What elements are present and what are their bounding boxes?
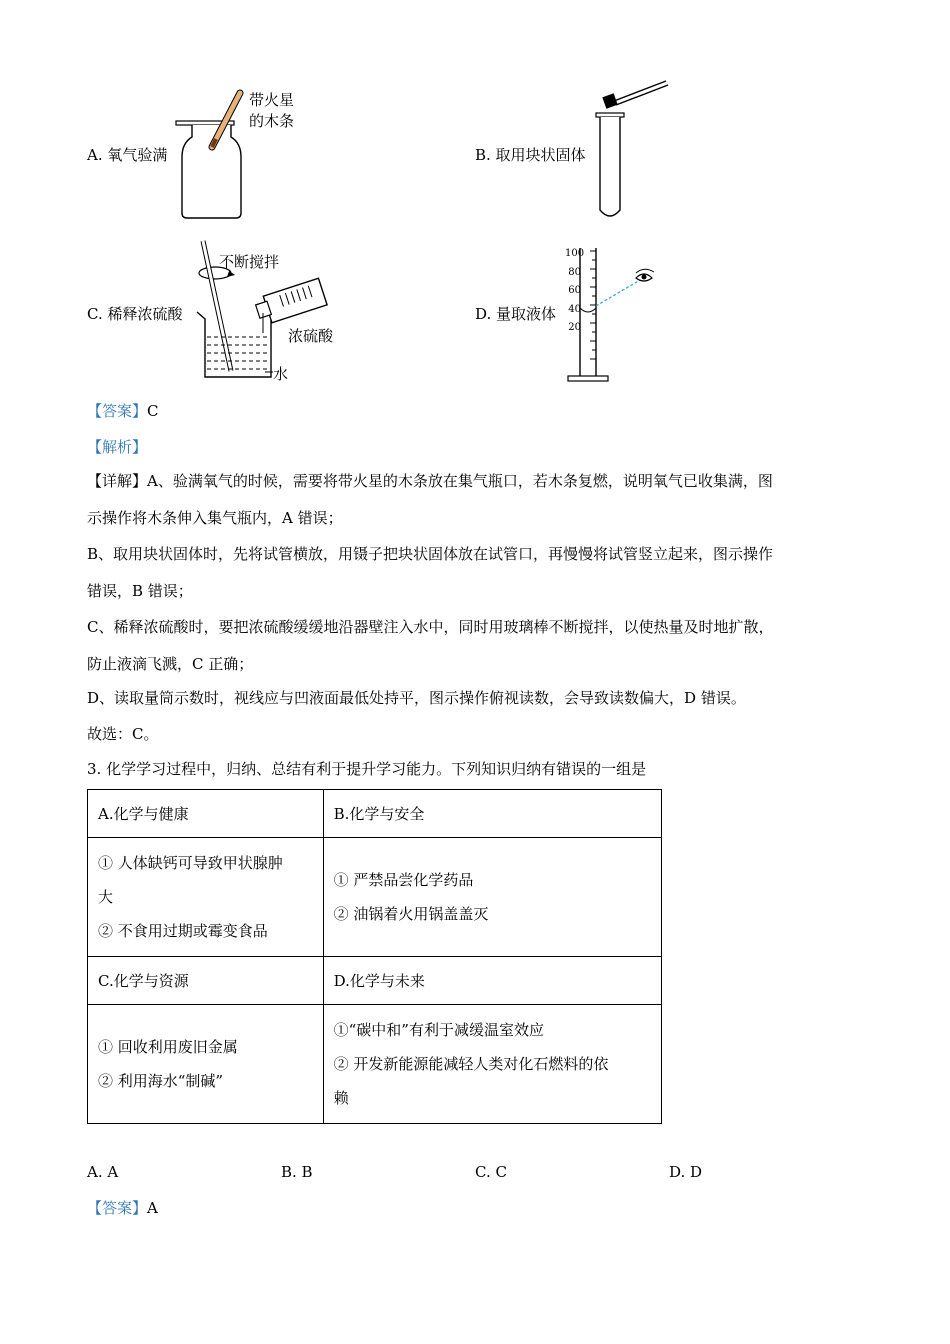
figure-b-caption: B. 取用块状固体 (475, 146, 586, 164)
q3-option-d: D. D (669, 1163, 703, 1181)
q3-option-b: B. B (281, 1163, 313, 1181)
figure-a-caption: A. 氧气验满 (87, 146, 168, 164)
analysis-line: 错误，B 错误； (87, 582, 193, 600)
answer-value: C (147, 402, 159, 420)
q3-answer (87, 1198, 158, 1218)
splint-callout-line1: 带火星 (249, 91, 295, 109)
analysis-line: 示操作将木条伸入集气瓶内，A 错误； (87, 509, 343, 527)
q2-answer (87, 401, 159, 421)
water-callout: 水 (273, 365, 289, 383)
cell-b-body: ① 严禁品尝化学药品 ② 油锅着火用锅盖盖灭 (323, 838, 661, 957)
answer-tag: 【答案】 (87, 1199, 148, 1217)
analysis-line: B、取用块状固体时，先将试管横放，用镊子把块状固体放在试管口，再慢慢将试管竖立起来，图示操作 (87, 545, 774, 563)
cell-b-head: B.化学与安全 (323, 790, 661, 838)
analysis-line: 故选：C。 (87, 725, 159, 743)
analysis-line: D、读取量筒示数时，视线应与凹液面最低处持平，图示操作俯视读数，会导致读数偏大，D 错误。 (87, 689, 746, 707)
stirring-callout: 不断搅拌 (219, 253, 280, 271)
q3-option-c: C. C (475, 1163, 507, 1181)
figure-b-test-tube (590, 75, 680, 225)
tick-label: 100 (565, 248, 585, 259)
q3-table (87, 789, 662, 1124)
cylinder-tick-labels (565, 245, 585, 338)
q3-option-a: A. A (87, 1163, 119, 1181)
cell-d-head: D.化学与未来 (323, 957, 661, 1005)
tick-label: 60 (568, 285, 581, 297)
cell-a-body: ① 人体缺钙可导致甲状腺肿 大 ② 不食用过期或霉变食品 (88, 838, 324, 957)
cell-c-body: ① 回收利用废旧金属 ② 利用海水“制碱” (88, 1005, 324, 1124)
acid-callout: 浓硫酸 (288, 327, 334, 345)
figure-c-caption: C. 稀释浓硫酸 (87, 305, 183, 323)
cell-a-head: A.化学与健康 (88, 790, 324, 838)
analysis-line: 【详解】A、验满氧气的时候，需要将带火星的木条放在集气瓶口，若木条复燃，说明氧气已收集满，图 (87, 472, 773, 490)
cell-d-body: ①“碳中和”有利于减缓温室效应 ② 开发新能源能减轻人类对化石燃料的依 赖 (323, 1005, 661, 1124)
cell-c-head: C.化学与资源 (88, 957, 324, 1005)
analysis-tag: 【解析】 (87, 438, 148, 456)
figure-d-caption: D. 量取液体 (475, 305, 557, 323)
splint-callout-line2: 的木条 (249, 112, 295, 130)
q3-stem: 3. 化学学习过程中，归纳、总结有利于提升学习能力。下列知识归纳有错误的一组是 (87, 760, 647, 778)
answer-value: A (147, 1199, 158, 1217)
figure-a-gas-jar (170, 85, 320, 225)
tick-label: 40 (568, 303, 581, 315)
answer-tag: 【答案】 (87, 402, 148, 420)
detail-tag: 【详解】 (87, 472, 148, 490)
tick-label: 80 (568, 266, 581, 278)
tick-label: 20 (568, 322, 581, 334)
analysis-line: 防止液滴飞溅，C 正确； (87, 655, 254, 673)
analysis-line: C、稀释浓硫酸时，要把浓硫酸缓缓地沿器壁注入水中，同时用玻璃棒不断搅拌，以使热量及时地扩散， (87, 618, 774, 636)
